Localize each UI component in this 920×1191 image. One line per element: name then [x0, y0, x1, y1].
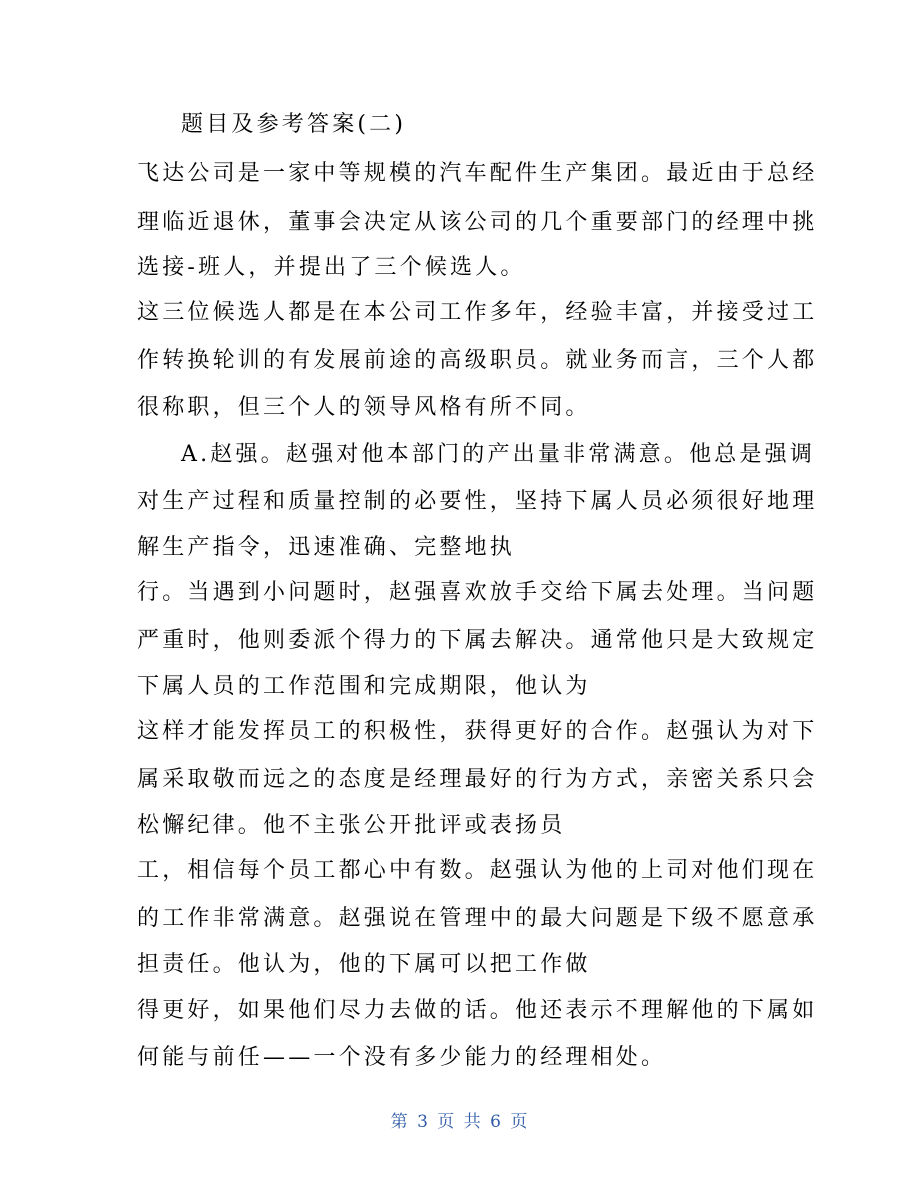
text-line: 飞达公司是一家中等规模的汽车配件生产集团。最近由于总经	[137, 161, 818, 186]
document-title: 题目及参考答案(二)	[181, 112, 407, 137]
text-line: A.赵强。赵强对他本部门的产出量非常满意。他总是强调	[181, 442, 816, 467]
text-line: 松懈纪律。他不主张公开批评或表扬员	[137, 813, 566, 838]
text-line: 很称职，但三个人的领导风格有所不同。	[137, 395, 591, 420]
text-line: 选接-班人，并提出了三个候选人。	[137, 255, 526, 280]
text-line: 的工作非常满意。赵强说在管理中的最大问题是下级不愿意承	[137, 906, 818, 931]
text-line: 作转换轮训的有发展前途的高级职员。就业务而言，三个人都	[137, 348, 818, 373]
text-line: 行。当遇到小问题时，赵强喜欢放手交给下属去处理。当问题	[137, 580, 818, 605]
text-line: 这三位候选人都是在本公司工作多年，经验丰富，并接受过工	[137, 300, 818, 325]
text-line: 对生产过程和质量控制的必要性，坚持下属人员必须很好地理	[137, 489, 818, 514]
text-line: 何能与前任——一个没有多少能力的经理相处。	[137, 1045, 667, 1070]
text-line: 解生产指令，迅速准确、完整地执	[137, 535, 516, 560]
text-line: 理临近退休，董事会决定从该公司的几个重要部门的经理中挑	[137, 210, 818, 235]
text-line: 属采取敬而远之的态度是经理最好的行为方式，亲密关系只会	[137, 767, 818, 792]
text-line: 工，相信每个员工都心中有数。赵强认为他的上司对他们现在	[137, 858, 818, 883]
text-line: 下属人员的工作范围和完成期限，他认为	[137, 674, 591, 699]
text-line: 得更好，如果他们尽力去做的话。他还表示不理解他的下属如	[137, 998, 818, 1023]
text-line: 担责任。他认为，他的下属可以把工作做	[137, 952, 591, 977]
text-line: 严重时，他则委派个得力的下属去解决。通常他只是大致规定	[137, 628, 818, 653]
page-number-footer: 第 3 页 共 6 页	[390, 1112, 530, 1132]
text-line: 这样才能发挥员工的积极性，获得更好的合作。赵强认为对下	[137, 719, 818, 744]
